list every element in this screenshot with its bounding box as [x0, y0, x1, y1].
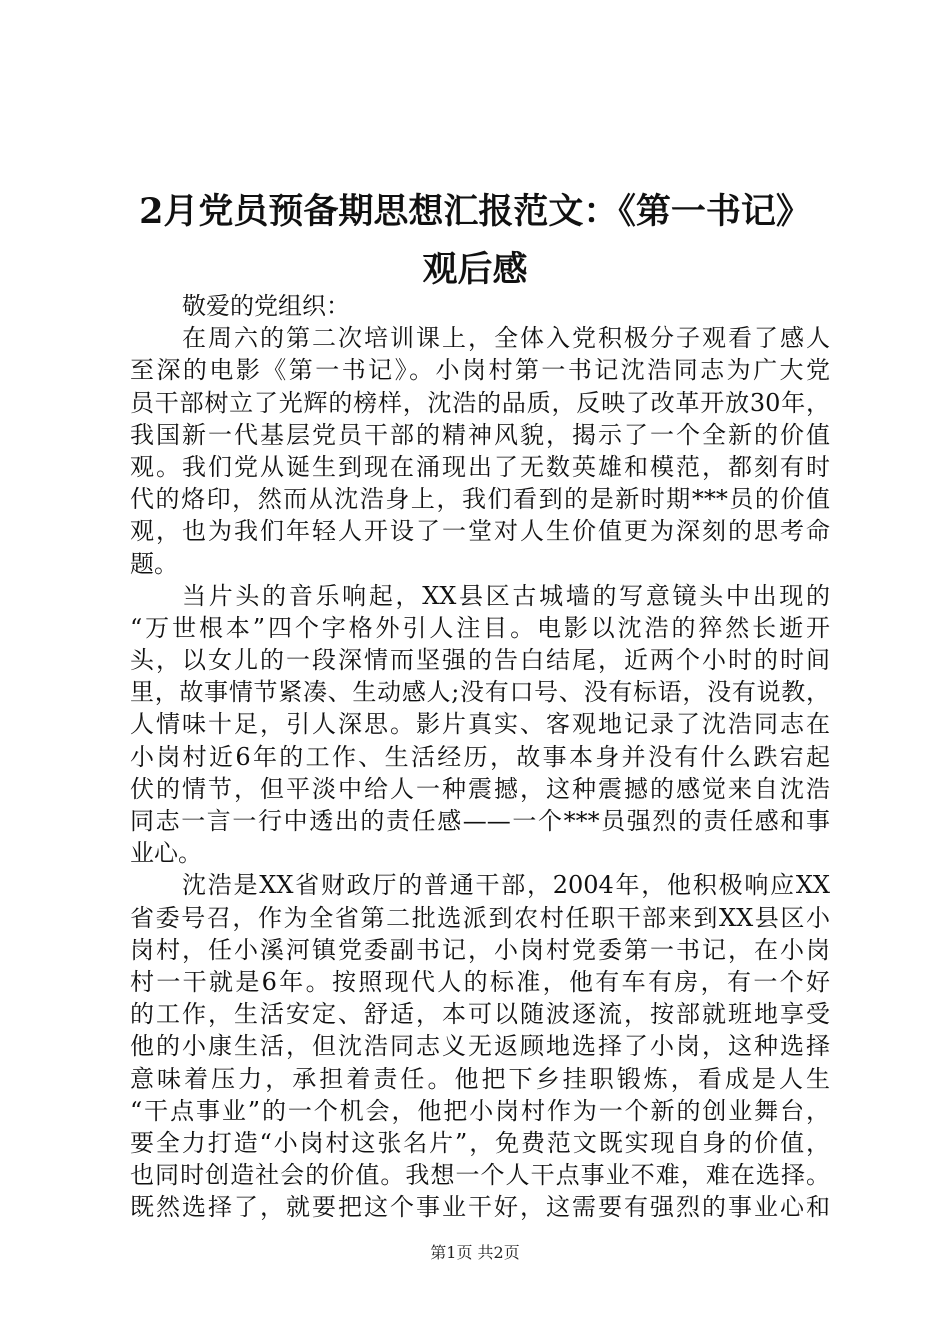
text-line: 既然选择了，就要把这个事业干好，这需要有强烈的事业心和: [130, 1193, 830, 1222]
text-line: 村一干就是6年。按照现代人的标准，他有车有房，有一个好: [130, 967, 830, 996]
text-line: “干点事业”的一个机会，他把小岗村作为一个新的创业舞台，: [130, 1096, 830, 1125]
salutation: 敬爱的党组织：: [182, 292, 350, 320]
text-line: 里，故事情节紧凑、生动感人;没有口号、没有标语，没有说教，: [130, 678, 830, 707]
text-line: 业心。: [130, 839, 202, 868]
document-title-line-1: 2月党员预备期思想汇报范文：《第一书记》: [139, 191, 811, 232]
text-line: 观，也为我们年轻人开设了一堂对人生价值更为深刻的思考命: [130, 517, 830, 546]
text-line: 头，以女儿的一段深情而坚强的告白结尾，近两个小时的时间: [130, 646, 830, 675]
text-line: 意味着压力，承担着责任。他把下乡挂职锻炼，看成是人生: [130, 1064, 830, 1093]
text-line: 省委号召，作为全省第二批选派到农村任职干部来到XX县区小: [130, 903, 830, 932]
text-line: 同志一言一行中透出的责任感——一个***员强烈的责任感和事: [130, 807, 830, 835]
text-line: 至深的电影《第一书记》。小岗村第一书记沈浩同志为广大党: [130, 356, 830, 385]
text-line: 我国新一代基层党员干部的精神风貌，揭示了一个全新的价值: [130, 420, 830, 449]
text-line: “万世根本”四个字格外引人注目。电影以沈浩的猝然长逝开: [130, 613, 830, 642]
text-line: 他的小康生活，但沈浩同志义无返顾地选择了小岗，这种选择: [130, 1032, 830, 1061]
page-footer: 第1页 共2页: [430, 1243, 520, 1262]
document-title-line-2: 观后感: [422, 249, 528, 290]
text-line: 题。: [130, 549, 178, 578]
text-line: 岗村，任小溪河镇党委副书记，小岗村党委第一书记，在小岗: [130, 935, 830, 964]
text-line: 当片头的音乐响起，XX县区古城墙的写意镜头中出现的: [182, 581, 830, 610]
document-body: [130, 290, 830, 1223]
text-line: 小岗村近6年的工作、生活经历，故事本身并没有什么跌宕起: [130, 742, 830, 771]
text-line: 也同时创造社会的价值。我想一个人干点事业不难，难在选择。: [130, 1161, 830, 1190]
text-line: 员干部树立了光辉的榜样，沈浩的品质，反映了改革开放30年，: [130, 388, 830, 417]
text-line: 观。我们党从诞生到现在涌现出了无数英雄和模范，都刻有时: [130, 452, 830, 481]
text-line: 沈浩是XX省财政厅的普通干部，2004年，他积极响应XX: [182, 871, 830, 900]
text-line: 的工作，生活安定、舒适，本可以随波逐流，按部就班地享受: [130, 1000, 830, 1029]
text-line: 人情味十足，引人深思。影片真实、客观地记录了沈浩同志在: [130, 710, 830, 739]
text-line: 伏的情节，但平淡中给人一种震撼，这种震撼的感觉来自沈浩: [130, 774, 830, 803]
text-line: 在周六的第二次培训课上，全体入党积极分子观看了感人: [182, 324, 830, 353]
text-line: 代的烙印，然而从沈浩身上，我们看到的是新时期***员的价值: [130, 485, 830, 514]
text-line: 要全力打造“小岗村这张名片”，免费范文既实现自身的价值，: [130, 1128, 830, 1157]
